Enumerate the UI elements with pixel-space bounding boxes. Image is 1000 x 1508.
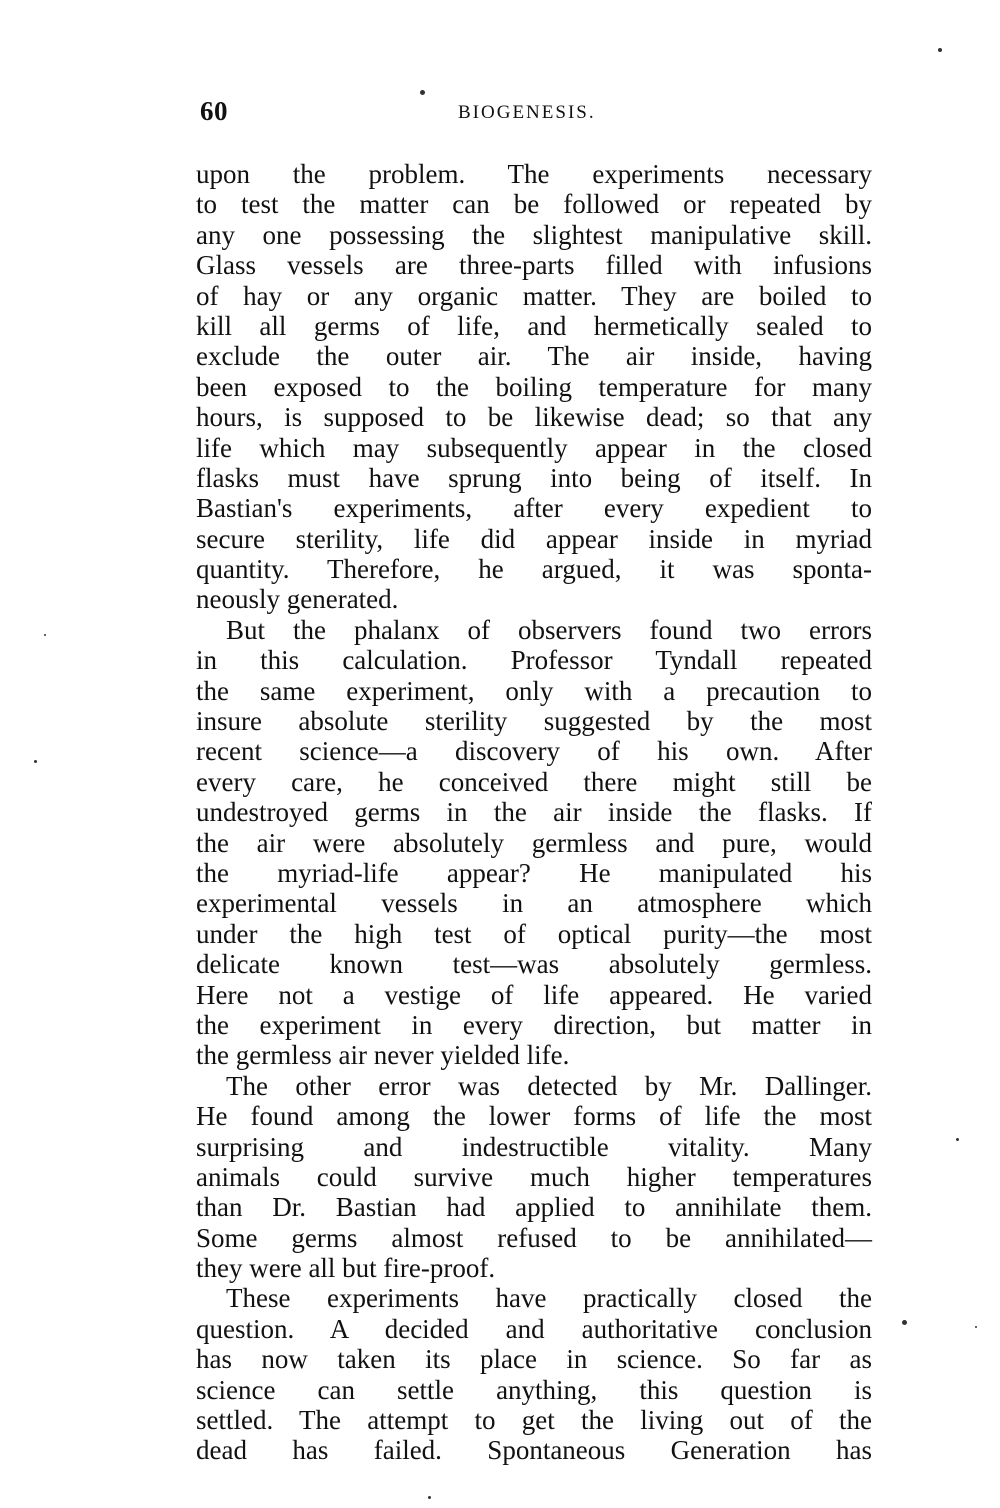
text-line: they were all but fire-proof. xyxy=(196,1253,496,1284)
text-line: been exposed to the boiling temperature for many xyxy=(196,371,872,402)
text-line: science can settle anything, this question is xyxy=(196,1374,872,1405)
text-line: kill all germs of life, and hermetically sealed to xyxy=(196,310,872,341)
scan-speck xyxy=(420,90,425,95)
text-line: to test the matter can be followed or repeated by xyxy=(196,189,872,220)
text-line: hours, is supposed to be likewise dead; so that any xyxy=(196,402,872,433)
page-number: 60 xyxy=(200,96,228,126)
scan-speck xyxy=(975,1326,977,1328)
text-line: the same experiment, only with a precaution to xyxy=(196,675,872,706)
text-line: Here not a vestige of life appeared. He varied xyxy=(196,979,872,1010)
running-head: BIOGENESIS. xyxy=(458,102,596,123)
text-line: Glass vessels are three-parts filled with infusions xyxy=(196,250,872,281)
text-line: secure sterility, life did appear inside in myriad xyxy=(196,523,872,554)
text-line: flasks must have sprung into being of itself. In xyxy=(196,462,872,493)
paragraph-4 xyxy=(196,1283,872,1465)
text-line: the experiment in every direction, but matter in xyxy=(196,1009,872,1040)
text-line: quantity. Therefore, he argued, it was sponta- xyxy=(196,554,872,585)
text-line: Some germs almost refused to be annihilated— xyxy=(196,1222,872,1253)
text-line: exclude the outer air. The air inside, having xyxy=(196,341,872,372)
text-line: delicate known test—was absolutely germless. xyxy=(196,949,872,980)
text-line: question. A decided and authoritative conclusion xyxy=(196,1313,872,1344)
paragraph-2 xyxy=(196,615,872,1071)
paragraph-1 xyxy=(196,159,872,615)
text-line: Bastian's experiments, after every expedient to xyxy=(196,493,872,524)
text-line: animals could survive much higher temperatures xyxy=(196,1161,872,1192)
text-line: These experiments have practically closed the xyxy=(226,1283,872,1314)
page-header xyxy=(200,96,880,136)
text-line: insure absolute sterility suggested by the most xyxy=(196,706,872,737)
scan-speck xyxy=(34,760,37,763)
scan-speck xyxy=(428,1496,431,1499)
text-line: any one possessing the slightest manipulative skill. xyxy=(196,219,872,250)
text-line: under the high test of optical purity—the most xyxy=(196,918,872,949)
text-line: But the phalanx of observers found two errors xyxy=(226,614,872,645)
text-line: life which may subsequently appear in the closed xyxy=(196,432,872,463)
text-line: the germless air never yielded life. xyxy=(196,1040,570,1071)
text-line: surprising and indestructible vitality. Many xyxy=(196,1131,872,1162)
body-text xyxy=(196,159,872,1466)
text-line: of hay or any organic matter. They are boiled to xyxy=(196,280,872,311)
text-line: upon the problem. The experiments necessary xyxy=(196,159,872,189)
text-line: experimental vessels in an atmosphere which xyxy=(196,888,872,919)
text-line: the myriad-life appear? He manipulated his xyxy=(196,857,872,888)
scan-speck xyxy=(902,1320,907,1325)
text-line: settled. The attempt to get the living out of the xyxy=(196,1405,872,1436)
scan-speck xyxy=(956,1138,959,1141)
text-line: He found among the lower forms of life the most xyxy=(196,1101,872,1132)
text-line: undestroyed germs in the air inside the flasks. If xyxy=(196,797,872,828)
text-line: dead has failed. Spontaneous Generation has xyxy=(196,1435,872,1466)
text-line: has now taken its place in science. So far as xyxy=(196,1344,872,1375)
text-line: The other error was detected by Mr. Dallinger. xyxy=(226,1070,872,1101)
paragraph-3 xyxy=(196,1071,872,1284)
scan-speck xyxy=(44,634,46,636)
text-line: the air were absolutely germless and pure, would xyxy=(196,827,872,858)
text-line: than Dr. Bastian had applied to annihilate them. xyxy=(196,1192,872,1223)
scan-speck xyxy=(938,48,942,52)
text-line: in this calculation. Professor Tyndall repeated xyxy=(196,645,872,676)
text-line: every care, he conceived there might still be xyxy=(196,766,872,797)
text-line: recent science—a discovery of his own. After xyxy=(196,736,872,767)
text-line: neously generated. xyxy=(196,584,399,615)
